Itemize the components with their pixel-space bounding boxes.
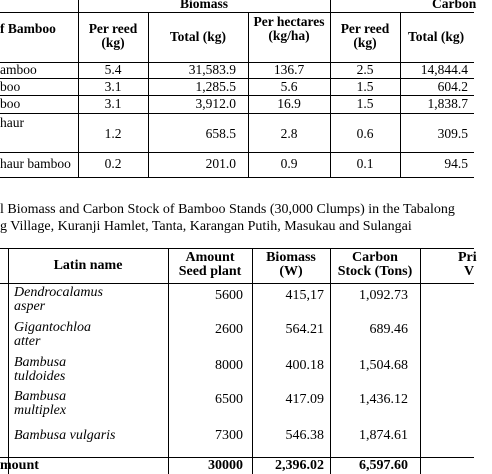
table1-line [148, 12, 149, 178]
table1-line [400, 12, 401, 178]
table2-caption [0, 201, 474, 235]
table1-cell: 5.4 [104, 62, 122, 77]
table2-line [8, 248, 9, 474]
table2-header-biomass [254, 251, 328, 279]
table1-header-carbon-total: Total (kg) [408, 29, 465, 44]
table1-cell: 0.6 [356, 126, 374, 141]
table2-cell-biomass: 546.38 [285, 428, 324, 443]
table2-cell-amount: 7300 [215, 428, 243, 443]
table2-latin-name [14, 390, 166, 418]
table2-line [0, 248, 474, 249]
latin-line-1: Gigantochloa [14, 320, 91, 335]
table2-total-label: mount [0, 458, 39, 473]
table1-row-name: boo [0, 96, 21, 111]
table1-cell: 0.2 [104, 156, 122, 171]
table2-cell-biomass: 417.09 [285, 392, 324, 407]
table1-header-per-reed: Per reed (kg) [88, 21, 138, 50]
table2-cell-carbon: 689.46 [369, 322, 408, 337]
table2-line [420, 248, 421, 474]
table1-line [0, 12, 474, 13]
biomass-line-2: (W) [279, 264, 303, 279]
latin-line-1: Bambusa [14, 389, 67, 404]
table2-total-amount: 30000 [208, 458, 243, 473]
table2-cell-carbon: 1,436.12 [359, 392, 408, 407]
biomass-carbon-per-reed-table [0, 0, 477, 178]
table1-header-carbon-per-reed: Per reed (kg) [340, 21, 390, 50]
latin-line-2: atter [14, 334, 41, 349]
table2-cell-amount: 6500 [215, 392, 243, 407]
table2-latin-name [14, 286, 166, 314]
biomass-line-1: Biomass [266, 250, 316, 265]
table1-cell: 3.1 [104, 79, 122, 94]
table1-line [0, 113, 474, 114]
price-line-2: V [464, 264, 475, 279]
table1-cell: 0.9 [280, 156, 298, 171]
table2-total-biomass: 2,396.02 [275, 458, 324, 473]
table2-cell-carbon: 1,092.73 [359, 288, 408, 303]
table2-cell-carbon: 1,874.61 [359, 428, 408, 443]
table1-line [78, 0, 79, 178]
latin-line-2: tuldoides [14, 369, 66, 384]
table1-cell: 2.5 [356, 62, 374, 77]
table2-latin-name [14, 321, 166, 349]
table2-cell-carbon: 1,504.68 [359, 358, 408, 373]
table2-line [252, 248, 253, 474]
table1-line [0, 78, 474, 79]
caption-line-2: g Village, Kuranji Hamlet, Tanta, Karangan Putih, Masukau and Sulangai [0, 219, 412, 234]
table1-cell: 658.5 [205, 126, 236, 141]
table2-header-price [458, 251, 488, 279]
table2-header-amount [170, 251, 250, 279]
table2-latin-name [14, 356, 166, 384]
table1-cell: 3,912.0 [195, 96, 236, 111]
table2-cell-biomass: 564.21 [285, 322, 324, 337]
table1-row-name: haur [0, 115, 24, 130]
amount-line-1: Amount [185, 250, 235, 265]
table2-latin-name: Bambusa vulgaris [14, 428, 116, 443]
bamboo-stand-biomass-carbon-table [0, 248, 477, 474]
table2-header-carbon [332, 251, 418, 279]
table1-header-total: Total (kg) [169, 29, 227, 44]
table1-line [0, 152, 474, 153]
table2-cell-amount: 2600 [215, 322, 243, 337]
table2-total-carbon: 6,597.60 [359, 458, 408, 473]
table1-row-name: amboo [0, 62, 37, 77]
carbon-line-1: Carbon [352, 250, 398, 265]
latin-line-1: Bambusa [14, 355, 67, 370]
table2-cell-amount: 8000 [215, 358, 243, 373]
table1-header-carbon: Carbon [432, 0, 477, 11]
table2-cell-biomass: 400.18 [285, 358, 324, 373]
latin-line-2: asper [14, 299, 46, 314]
price-line-1: Pri [458, 250, 477, 265]
latin-line-1: Dendrocalamus [14, 285, 103, 300]
table2-cell-biomass: 415,17 [285, 288, 324, 303]
table1-cell: 2.8 [280, 126, 298, 141]
amount-line-2: Seed plant [178, 264, 242, 279]
table1-cell: 604.2 [437, 79, 468, 94]
table1-cell: 16.9 [277, 96, 301, 111]
table1-cell: 3.1 [104, 96, 122, 111]
table1-line [330, 0, 331, 178]
table1-line [248, 12, 249, 178]
table1-header-type: f Bamboo [0, 21, 56, 36]
table1-header-biomass: Biomass [179, 0, 228, 11]
table1-cell: 1,285.5 [195, 79, 236, 94]
table2-cell-amount: 5600 [215, 288, 243, 303]
latin-line-2: multiplex [14, 403, 67, 418]
table1-cell: 136.7 [273, 62, 305, 77]
table1-cell: 14,844.4 [420, 62, 468, 77]
table1-header-per-hectares: Per hectares (kg/ha) [253, 14, 325, 43]
table1-cell: 309.5 [437, 126, 468, 141]
table1-cell: 0.1 [356, 156, 374, 171]
table1-cell: 1.5 [356, 79, 374, 94]
carbon-line-2: Stock (Tons) [337, 264, 413, 279]
table1-row-name: haur bamboo [0, 156, 71, 171]
caption-line-1: l Biomass and Carbon Stock of Bamboo Stands (30,000 Clumps) in the Tabalong [0, 202, 455, 217]
table1-row-name: boo [0, 79, 21, 94]
table1-cell: 1.2 [104, 126, 122, 141]
table1-cell: 94.5 [444, 156, 468, 171]
table2-header-latin: Latin name [53, 258, 123, 273]
table1-line [0, 95, 474, 96]
table1-cell: 1,838.7 [427, 96, 468, 111]
table1-cell: 201.0 [205, 156, 236, 171]
table2-line [168, 248, 169, 474]
table1-cell: 5.6 [280, 79, 298, 94]
table1-cell: 31,583.9 [188, 62, 236, 77]
table1-cell: 1.5 [356, 96, 374, 111]
table2-line [330, 248, 331, 474]
table1-line [0, 177, 474, 178]
table2-line [0, 283, 474, 284]
